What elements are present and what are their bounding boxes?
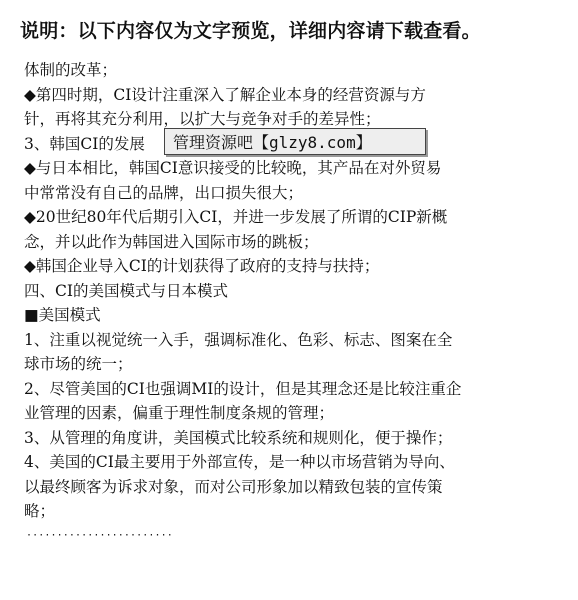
text-line: ◆韩国企业导入CI的计划获得了政府的支持与扶持； [24, 257, 380, 275]
section-heading: 四、CI的美国模式与日本模式 [24, 281, 228, 300]
text-line: 3、从管理的角度讲，美国模式比较系统和规则化，便于操作； [24, 428, 453, 447]
text-line: 以最终顾客为诉求对象，而对公司形象加以精致包装的宣传策 [24, 477, 443, 496]
watermark-overlay-label: 管理资源吧【glzy8.com】 [164, 128, 426, 155]
text-line: 略； [24, 502, 56, 520]
text-line: 4、美国的CI最主要用于外部宣传，是一种以市场营销为导向、 [24, 453, 455, 471]
text-line: ◆第四时期，CI设计注重深入了解企业本身的经营资源与方 [24, 85, 426, 104]
preview-notice-heading: 说明：以下内容仅为文字预览，详细内容请下载查看。 [20, 20, 481, 42]
text-line: 体制的改革； [24, 61, 118, 79]
text-line: ◆与日本相比，韩国CI意识接受的比较晚，其产品在对外贸易 [24, 159, 442, 177]
text-line: 念，并以此作为韩国进入国际市场的跳板； [24, 232, 319, 251]
text-line: 1、注重以视觉统一入手，强调标准化、色彩、标志、图案在全 [24, 330, 453, 349]
text-line: 中常常没有自己的品牌，出口损失很大； [24, 183, 304, 202]
continuation-dots: ························ [26, 530, 173, 541]
text-line: 业管理的因素，偏重于理性制度条规的管理； [24, 404, 335, 422]
text-line: 针，再将其充分利用，以扩大与竞争对手的差异性； [24, 110, 381, 128]
subsection-heading: ■美国模式 [24, 306, 101, 324]
text-line: 3、韩国CI的发展 [24, 134, 145, 153]
text-line: 2、尽管美国的CI也强调MI的设计，但是其理念还是比较注重企 [24, 379, 462, 398]
text-line: 球市场的统一； [24, 355, 133, 373]
text-line: ◆20世纪80年代后期引入CI，并进一步发展了所谓的CIP新概 [24, 208, 448, 226]
